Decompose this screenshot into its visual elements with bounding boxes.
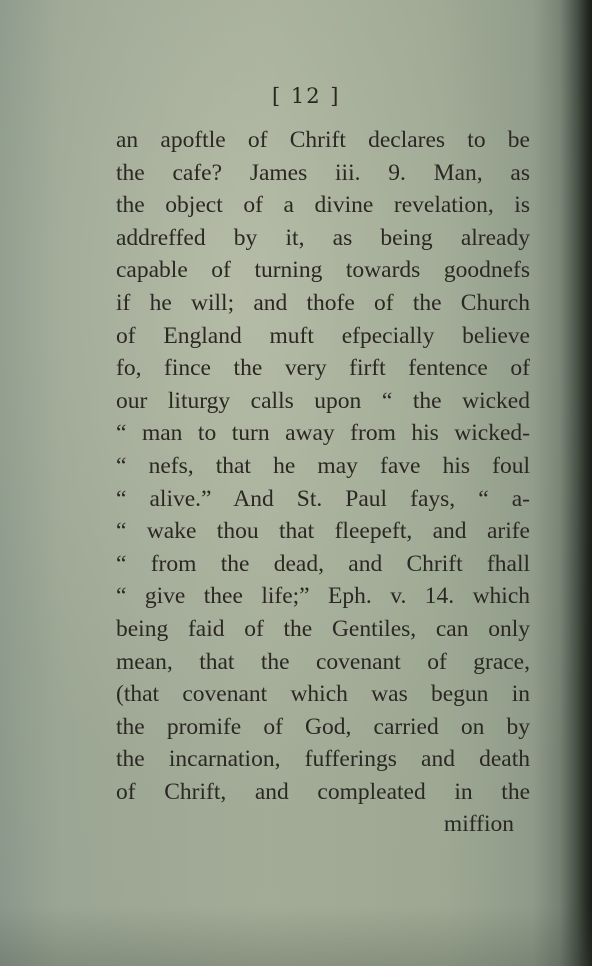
page-bottom-shade [0,906,592,966]
binding-shadow [560,0,592,966]
text-line: being faid of the Gentiles, can only [116,615,530,642]
text-line: “ wake thou that fleepeft, and arife [116,518,530,545]
text-line: the promife of God, carried on by [116,713,530,740]
page-number: [ 12 ] [272,84,341,108]
text-line: of Chrift, and compleated in the [116,778,530,805]
text-line: the cafe? James iii. 9. Man, as [116,159,530,186]
text-line: “ alive.” And St. Paul fays, “ a- [116,485,530,512]
text-line: of England muft efpecially believe [116,322,530,349]
text-line: “ nefs, that he may fave his foul [116,452,530,479]
text-line: addreffed by it, as being already [116,224,530,251]
text-line: capable of turning towards goodnefs [116,257,530,284]
text-line: an apoftle of Chrift declares to be [116,127,530,153]
text-line: “ man to turn away from his wicked- [116,420,530,447]
text-line: if he will; and thofe of the Church [116,289,530,316]
body-text [116,124,530,841]
text-line: the object of a divine revelation, is [116,192,530,219]
text-line: (that covenant which was begun in [116,681,530,708]
text-line: mean, that the covenant of grace, [116,648,530,675]
text-line: “ give thee life;” Eph. v. 14. which [116,583,530,610]
text-line: our liturgy calls upon “ the wicked [116,387,530,414]
text-line: “ from the dead, and Chrift fhall [116,550,530,577]
text-line: fo, fince the very firft fentence of [116,355,530,382]
text-line: the incarnation, fufferings and death [116,746,530,773]
catchword: miffion [443,811,514,838]
